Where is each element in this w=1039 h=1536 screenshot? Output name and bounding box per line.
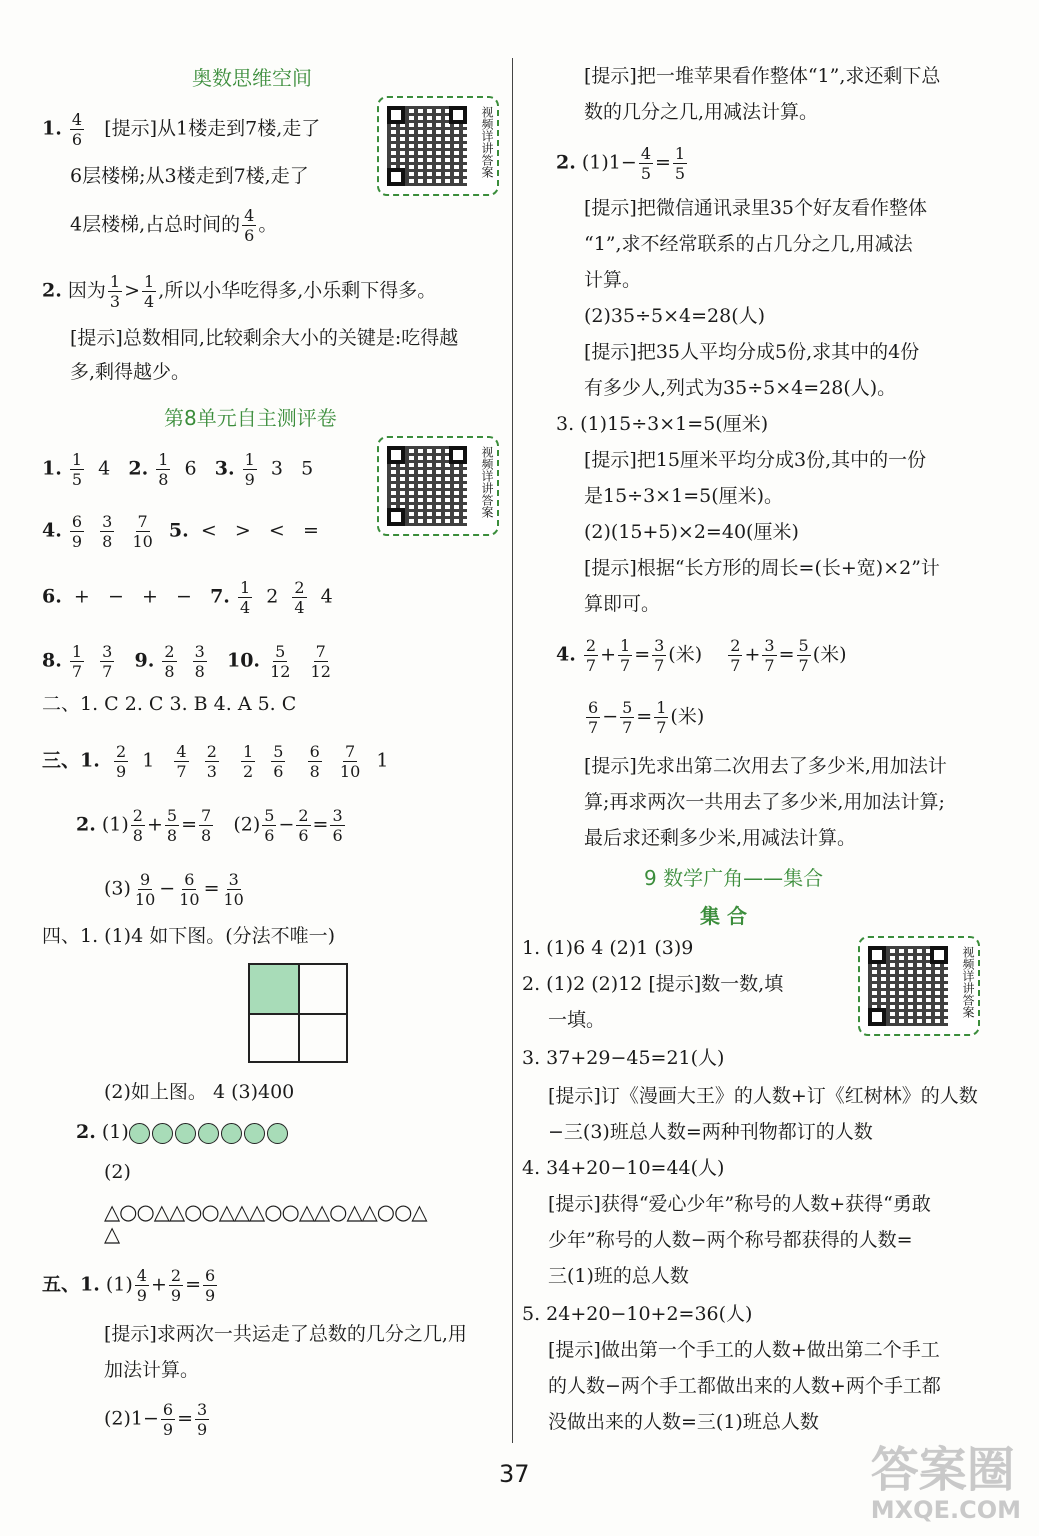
r-line-14: [提示]根据“长方形的周长=(长+宽)×2”计 <box>584 557 940 579</box>
sets-answer-3-tip2: −三(3)班总人数=两种刊物都订的人数 <box>548 1121 873 1143</box>
r-line-2: 数的几分之几,用减法计算。 <box>584 101 819 123</box>
section-title-olympiad: 奥数思维空间 <box>192 66 312 90</box>
sets-answer-4-tip3: 三(1)班的总人数 <box>548 1265 689 1287</box>
watermark-logo: 答案圈 MXQE.COM <box>870 1442 1021 1524</box>
answer-1-line3: 4层楼梯,占总时间的 $\frac{4}{6}$ 。 <box>70 206 278 245</box>
r-line-11: [提示]把15厘米平均分成3份,其中的一份 <box>584 449 927 471</box>
page-number: 37 <box>499 1460 530 1488</box>
fraction: $\frac{4}{6}$ <box>71 110 83 149</box>
qr-code-3[interactable]: 视频详讲答案 <box>858 936 980 1036</box>
section-5-row2: (2)1− $\frac{6}{9}$ = $\frac{3}{9}$ <box>104 1400 208 1439</box>
sets-answer-4-tip1: [提示]获得“爱心少年”称号的人数+获得“勇敢 <box>548 1193 931 1215</box>
r-answer-4b: $\frac{6}{7}$ − $\frac{5}{7}$ = $\frac{1}{7}$ (米) <box>588 698 705 737</box>
sets-answer-5-tip1: [提示]做出第一个手工的人数+做出第二个手工 <box>548 1339 940 1361</box>
unit8-row-6: 6. + − + − 7. $\frac{1}{4}$ 2 $\frac{2}{4}$ 4 <box>42 578 333 617</box>
column-divider <box>512 58 513 1443</box>
qr-code[interactable]: 视频详讲答案 <box>377 96 499 196</box>
sets-answer-4-tip2: 少年”称号的人数−两个称号都获得的人数= <box>548 1229 913 1251</box>
sets-answer-3-tip1: [提示]订《漫画大王》的人数+订《红树林》的人数 <box>548 1085 978 1107</box>
unit8-row-4: 4. $\frac{6}{9}$ $\frac{3}{8}$ $\frac{7}{10}$ 5. < > < = <box>42 512 319 551</box>
section-title-unit8: 第8单元自主测评卷 <box>164 406 337 430</box>
section-4-q2-part2: (2) <box>104 1161 131 1183</box>
sets-answer-5: 5. 24+20−10+2=36(人) <box>522 1303 753 1325</box>
sets-answer-4: 4. 34+20−10=44(人) <box>522 1157 725 1179</box>
r-line-17: [提示]先求出第二次用去了多少米,用加法计 <box>584 755 947 777</box>
sets-answer-1: 1. (1)6 4 (2)1 (3)9 <box>522 937 694 959</box>
r-line-18: 算;再求两次一共用去了多少米,用加法计算; <box>584 791 945 813</box>
r-line-12: 是15÷3×1=5(厘米)。 <box>584 485 784 507</box>
r-line-7: (2)35÷5×4=28(人) <box>584 305 766 327</box>
section-4-row2: (2)如上图。 4 (3)400 <box>104 1081 295 1103</box>
section-3-row3: (3) $\frac{9}{10}$ − $\frac{6}{10}$ = $\frac{3}{10}$ <box>104 870 244 909</box>
r-answer-2: 2. (1)1− $\frac{4}{5}$ = $\frac{1}{5}$ <box>556 144 686 183</box>
r-line-9: 有多少人,列式为35÷5×4=28(人)。 <box>584 377 897 399</box>
section-5-tip1: [提示]求两次一共运走了总数的几分之几,用 <box>104 1323 467 1345</box>
section-4-q2: 2. (1) <box>76 1118 290 1146</box>
section-2-answers: 二、1. C 2. C 3. B 4. A 5. C <box>42 693 297 715</box>
answer-1-line2: 6层楼梯;从3楼走到7楼,走了 <box>70 165 309 187</box>
r-line-1: [提示]把一堆苹果看作整体“1”,求还剩下总 <box>584 65 941 87</box>
r-line-10: 3. (1)15÷3×1=5(厘米) <box>556 413 769 435</box>
r-line-4: [提示]把微信通讯录里35个好友看作整体 <box>584 197 928 219</box>
shape-sequence: △○○△△○○△△△○○△△○△△○○△ <box>104 1200 427 1224</box>
sets-answer-3: 3. 37+29−45=21(人) <box>522 1047 725 1069</box>
section-5-row1: 五、1. (1) $\frac{4}{9}$ + $\frac{2}{9}$ = $\frac{6}{9}$ <box>42 1266 216 1305</box>
section-title-sets: 集 合 <box>700 904 747 928</box>
section-3-row2: 2. (1) $\frac{2}{8}$ + $\frac{5}{8}$ = $\frac{7}{8}$ (2) $\frac{5}{6}$ − $\frac{2}{6}$ = $\frac{3}{6}$ <box>76 806 343 845</box>
shape-sequence-tail: △ <box>104 1222 120 1246</box>
r-line-19: 最后求还剩多少米,用减法计算。 <box>584 827 857 849</box>
section-3-row1: 三、1. $\frac{2}{9}$ 1 $\frac{4}{7}$ $\frac{2}{3}$ $\frac{1}{2}$ $\frac{5}{6}$ $\frac{6}{8}$ $\frac{7}{10}$ 1 <box>42 742 389 781</box>
r-line-5: “1”,求不经常联系的占几分之几,用减法 <box>584 233 913 255</box>
section-4-row1: 四、1. (1)4 如下图。(分法不唯一) <box>42 925 336 947</box>
answer-2-tip2: 多,剩得越少。 <box>70 361 191 383</box>
r-line-15: 算即可。 <box>584 593 661 615</box>
answer-1: 1. $\frac{4}{6}$ [提示]从1楼走到7楼,走了 <box>42 110 321 149</box>
qr-code-2[interactable]: 视频详讲答案 <box>377 436 499 536</box>
section-title-chapter9: 9 数学广角——集合 <box>644 866 824 890</box>
square-division-figure <box>248 963 348 1063</box>
r-answer-4: 4. $\frac{2}{7}$ + $\frac{1}{7}$ = $\frac{3}{7}$ (米) $\frac{2}{7}$ + $\frac{3}{7}$ = $\frac{5}{7}$ (米) <box>556 636 847 675</box>
unit8-row-8: 8. $\frac{1}{7}$ $\frac{3}{7}$ 9. $\frac{2}{8}$ $\frac{3}{8}$ 10. $\frac{5}{12}$ $\frac{7}{12}$ <box>42 642 331 681</box>
r-line-6: 计算。 <box>584 269 642 291</box>
sets-answer-5-tip3: 没做出来的人数=三(1)班总人数 <box>548 1411 819 1433</box>
section-5-tip2: 加法计算。 <box>104 1359 200 1381</box>
r-line-13: (2)(15+5)×2=40(厘米) <box>584 521 799 543</box>
answer-2: 2. 因为 $\frac{1}{3}$ > $\frac{1}{4}$ ,所以小华吃得多,小乐剩下得多。 <box>42 272 437 311</box>
r-line-8: [提示]把35人平均分成5份,求其中的4份 <box>584 341 920 363</box>
sets-answer-2: 2. (1)2 (2)12 [提示]数一数,填 <box>522 973 784 995</box>
sets-answer-2b: 一填。 <box>548 1009 606 1031</box>
sets-answer-5-tip2: 的人数−两个手工都做出来的人数+两个手工都 <box>548 1375 941 1397</box>
unit8-row-1: 1. $\frac{1}{5}$ 4 2. $\frac{1}{8}$ 6 3. $\frac{1}{9}$ 3 5 <box>42 450 314 489</box>
answer-2-tip: [提示]总数相同,比较剩余大小的关键是:吃得越 <box>70 327 459 349</box>
